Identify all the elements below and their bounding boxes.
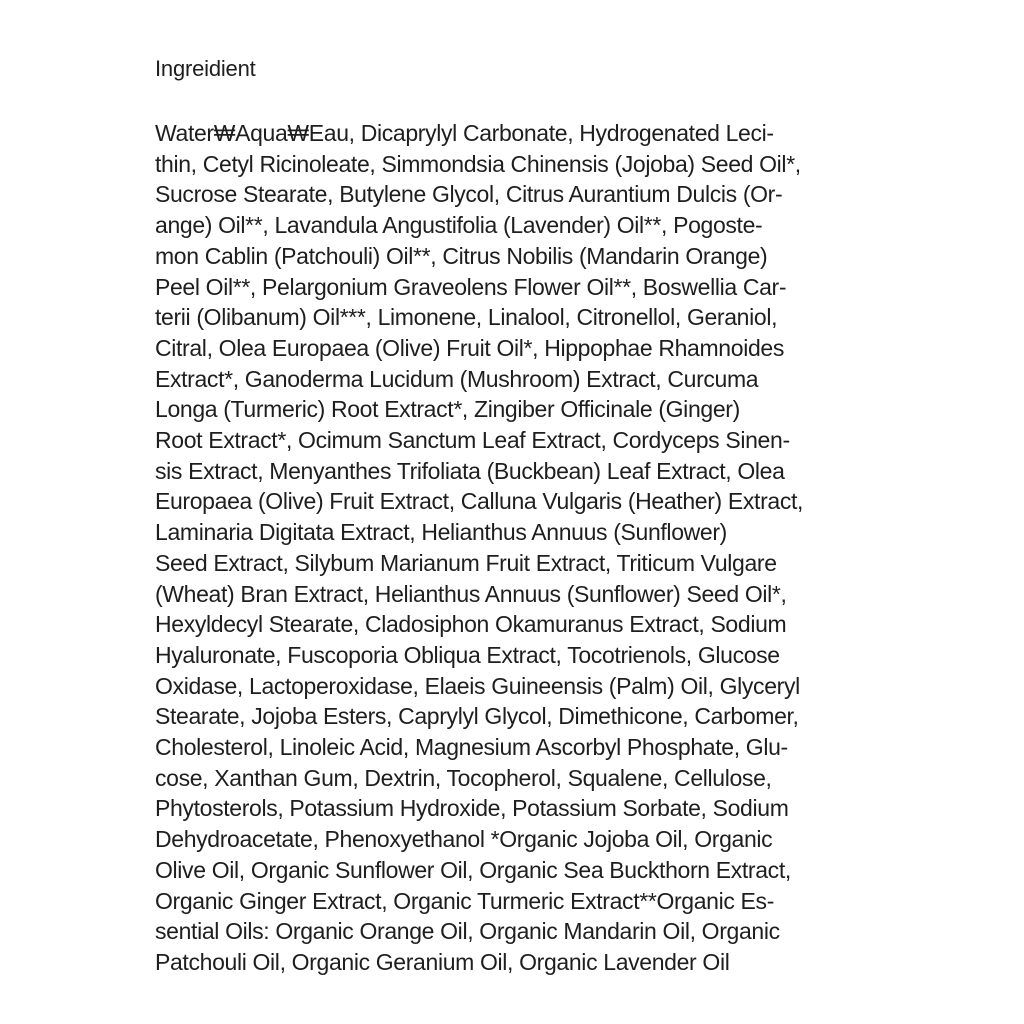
ingredient-line: Water₩Aqua₩Eau, Dicaprylyl Carbonate, Hydrogenated Leci- [155,120,774,146]
section-heading: Ingreidient [155,56,256,81]
ingredient-line: Phytosterols, Potassium Hydroxide, Potassium Sorbate, Sodium [155,795,789,822]
ingredient-line: Sucrose Stearate, Butylene Glycol, Citrus Aurantium Dulcis (Or- [155,181,783,208]
ingredient-line: Organic Ginger Extract, Organic Turmeric Extract**Organic Es- [155,887,775,914]
ingredient-line: (Wheat) Bran Extract, Helianthus Annuus (Sunflower) Seed Oil*, [155,580,787,607]
ingredient-line: cose, Xanthan Gum, Dextrin, Tocopherol, Squalene, Cellulose, [155,764,772,791]
ingredient-list [155,118,875,978]
ingredient-line: thin, Cetyl Ricinoleate, Simmondsia Chinensis (Jojoba) Seed Oil*, [155,150,801,177]
ingredient-line: sis Extract, Menyanthes Trifoliata (Buckbean) Leaf Extract, Olea [155,457,785,484]
ingredient-line: Europaea (Olive) Fruit Extract, Calluna Vulgaris (Heather) Extract, [155,488,804,515]
ingredient-line: Citral, Olea Europaea (Olive) Fruit Oil*, Hippophae Rhamnoides [155,334,784,361]
ingredient-line: Root Extract*, Ocimum Sanctum Leaf Extract, Cordyceps Sinen- [155,427,790,454]
ingredient-line: ange) Oil**, Lavandula Angustifolia (Lavender) Oil**, Pogoste- [155,212,763,239]
ingredient-line: sential Oils: Organic Orange Oil, Organic Mandarin Oil, Organic [155,918,780,945]
ingredient-line: Laminaria Digitata Extract, Helianthus Annuus (Sunflower) [155,519,727,546]
ingredient-line: Cholesterol, Linoleic Acid, Magnesium Ascorbyl Phosphate, Glu- [155,734,788,761]
ingredient-line: terii (Olibanum) Oil***, Limonene, Linalool, Citronellol, Geraniol, [155,304,778,331]
ingredient-line: Hexyldecyl Stearate, Cladosiphon Okamuranus Extract, Sodium [155,611,787,638]
ingredient-line: Seed Extract, Silybum Marianum Fruit Extract, Triticum Vulgare [155,549,777,576]
ingredient-line: Peel Oil**, Pelargonium Graveolens Flower Oil**, Boswellia Car- [155,273,787,300]
ingredient-line: Oxidase, Lactoperoxidase, Elaeis Guineensis (Palm) Oil, Glyceryl [155,672,800,699]
ingredient-line: mon Cablin (Patchouli) Oil**, Citrus Nobilis (Mandarin Orange) [155,242,768,269]
ingredient-line: Stearate, Jojoba Esters, Caprylyl Glycol, Dimethicone, Carbomer, [155,703,799,730]
ingredient-line: Dehydroacetate, Phenoxyethanol *Organic Jojoba Oil, Organic [155,826,773,853]
ingredient-line: Extract*, Ganoderma Lucidum (Mushroom) Extract, Curcuma [155,365,759,392]
ingredient-line: Longa (Turmeric) Root Extract*, Zingiber Officinale (Ginger) [155,396,740,423]
ingredient-line: Patchouli Oil, Organic Geranium Oil, Organic Lavender Oil [155,948,730,975]
ingredient-line: Hyaluronate, Fuscoporia Obliqua Extract, Tocotrienols, Glucose [155,641,780,668]
ingredient-line: Olive Oil, Organic Sunflower Oil, Organic Sea Buckthorn Extract, [155,856,791,883]
